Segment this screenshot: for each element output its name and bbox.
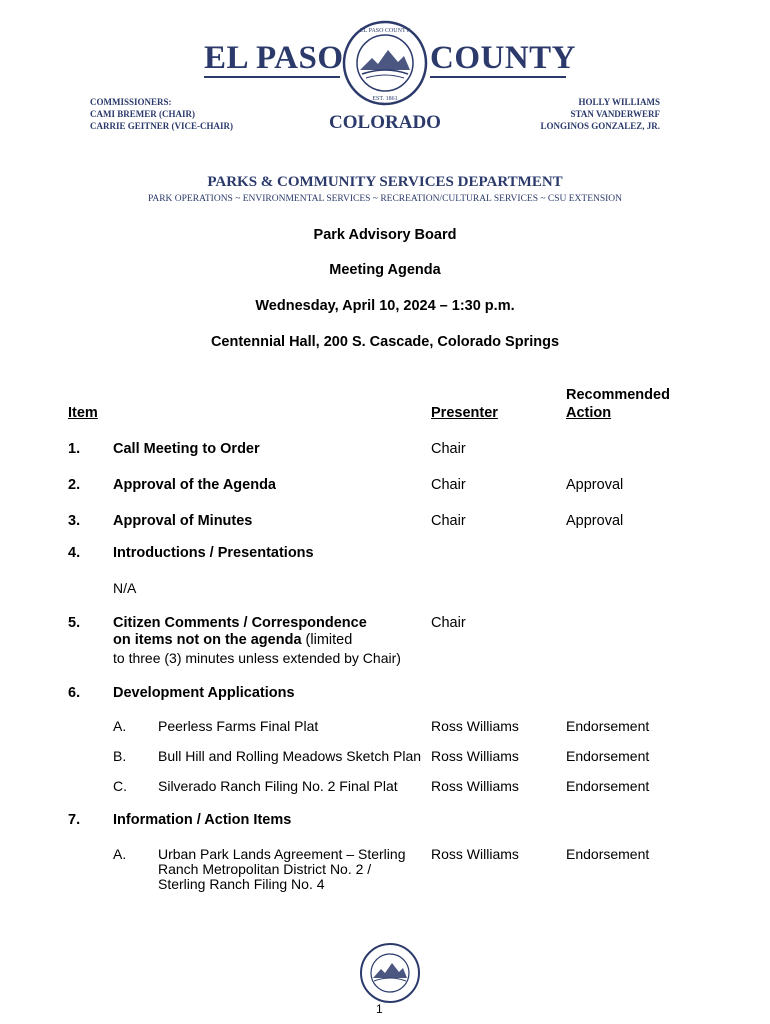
department-title: PARKS & COMMUNITY SERVICES DEPARTMENT — [207, 174, 563, 190]
item-number: 1. — [68, 441, 81, 457]
header-action-line1: Recommended — [566, 387, 670, 403]
subitem-label: Peerless Farms Final Plat — [158, 718, 319, 734]
subitem-label-line3: Sterling Ranch Filing No. 4 — [158, 876, 325, 892]
subitem-label-line1: Urban Park Lands Agreement – Sterling — [158, 846, 406, 862]
item-presenter: Chair — [431, 441, 466, 457]
item-number: 3. — [68, 513, 81, 529]
commissioner-name: CARRIE GEITNER (VICE-CHAIR) — [90, 121, 234, 131]
item-label: Development Applications — [113, 685, 295, 701]
letterhead-rule-left — [204, 76, 340, 78]
state-name: COLORADO — [329, 112, 441, 133]
item-label: Information / Action Items — [113, 812, 292, 828]
header-action-line2: Action — [566, 405, 612, 421]
subitem-letter: B. — [113, 748, 127, 764]
commissioners-right — [540, 96, 660, 132]
board-name: Park Advisory Board — [313, 227, 457, 243]
item-label-line3: to three (3) minutes unless extended by Chair) — [113, 650, 401, 666]
subitem-presenter: Ross Williams — [431, 846, 519, 862]
item-presenter: Chair — [431, 477, 466, 493]
subitem-presenter: Ross Williams — [431, 718, 519, 734]
header-presenter: Presenter — [431, 405, 498, 421]
item-label-suffix: (limited — [301, 632, 353, 648]
subitem-label: Silverado Ranch Filing No. 2 Final Plat — [158, 778, 398, 794]
item-label-bold: on items not on the agenda — [113, 632, 302, 648]
subitem-label: Bull Hill and Rolling Meadows Sketch Plan — [158, 748, 422, 764]
item-number: 7. — [68, 812, 81, 828]
item-number: 6. — [68, 685, 81, 701]
commissioners-left — [90, 96, 233, 132]
item-label: Approval of the Agenda — [113, 477, 276, 493]
subitem-letter: A. — [113, 846, 127, 862]
svg-text:EST. 1861: EST. 1861 — [372, 96, 398, 102]
item-presenter: Chair — [431, 513, 466, 529]
item-action: Approval — [566, 477, 624, 493]
meeting-location: Centennial Hall, 200 S. Cascade, Colorado Springs — [210, 334, 560, 350]
item-label: Approval of Minutes — [113, 513, 253, 529]
svg-text:EL PASO COUNTY: EL PASO COUNTY — [360, 28, 410, 34]
meeting-date-time: Wednesday, April 10, 2024 – 1:30 p.m. — [255, 298, 515, 314]
item-number: 5. — [68, 615, 81, 631]
item-note: N/A — [113, 580, 137, 596]
subitem-letter: A. — [113, 718, 127, 734]
county-name-left: EL PASO — [204, 40, 344, 76]
commissioner-name: HOLLY WILLIAMS — [578, 97, 660, 107]
item-number: 2. — [68, 477, 81, 493]
county-name-right: COUNTY — [430, 40, 577, 76]
department-subtitle: PARK OPERATIONS ~ ENVIRONMENTAL SERVICES ~ RECREATION/CULTURAL SERVICES ~ CSU EXTENSION — [147, 194, 623, 204]
county-seal-icon — [342, 20, 428, 106]
subitem-action: Endorsement — [566, 718, 650, 734]
subitem-letter: C. — [113, 778, 127, 794]
subitem-label-line2: Ranch Metropolitan District No. 2 / — [158, 861, 372, 877]
subitem-presenter: Ross Williams — [431, 748, 519, 764]
item-label-line1: Citizen Comments / Correspondence — [113, 615, 367, 631]
page-number: 1 — [376, 1002, 383, 1016]
subitem-action: Endorsement — [566, 748, 650, 764]
header-item: Item — [68, 405, 98, 421]
commissioner-name: STAN VANDERWERF — [570, 109, 660, 119]
item-presenter: Chair — [431, 615, 466, 631]
subitem-presenter: Ross Williams — [431, 778, 519, 794]
commissioners-heading: COMMISSIONERS: — [90, 97, 172, 107]
commissioner-name: CAMI BREMER (CHAIR) — [90, 109, 195, 119]
item-label: Introductions / Presentations — [113, 545, 314, 561]
county-seal-footer-icon — [359, 942, 421, 1004]
item-label: Call Meeting to Order — [113, 441, 260, 457]
subitem-action: Endorsement — [566, 778, 650, 794]
item-label-line2 — [113, 632, 352, 648]
letterhead-rule-right — [430, 76, 566, 78]
item-number: 4. — [68, 545, 81, 561]
subitem-action: Endorsement — [566, 846, 650, 862]
document-type: Meeting Agenda — [329, 262, 441, 278]
commissioner-name: LONGINOS GONZALEZ, JR. — [540, 121, 660, 131]
item-action: Approval — [566, 513, 624, 529]
